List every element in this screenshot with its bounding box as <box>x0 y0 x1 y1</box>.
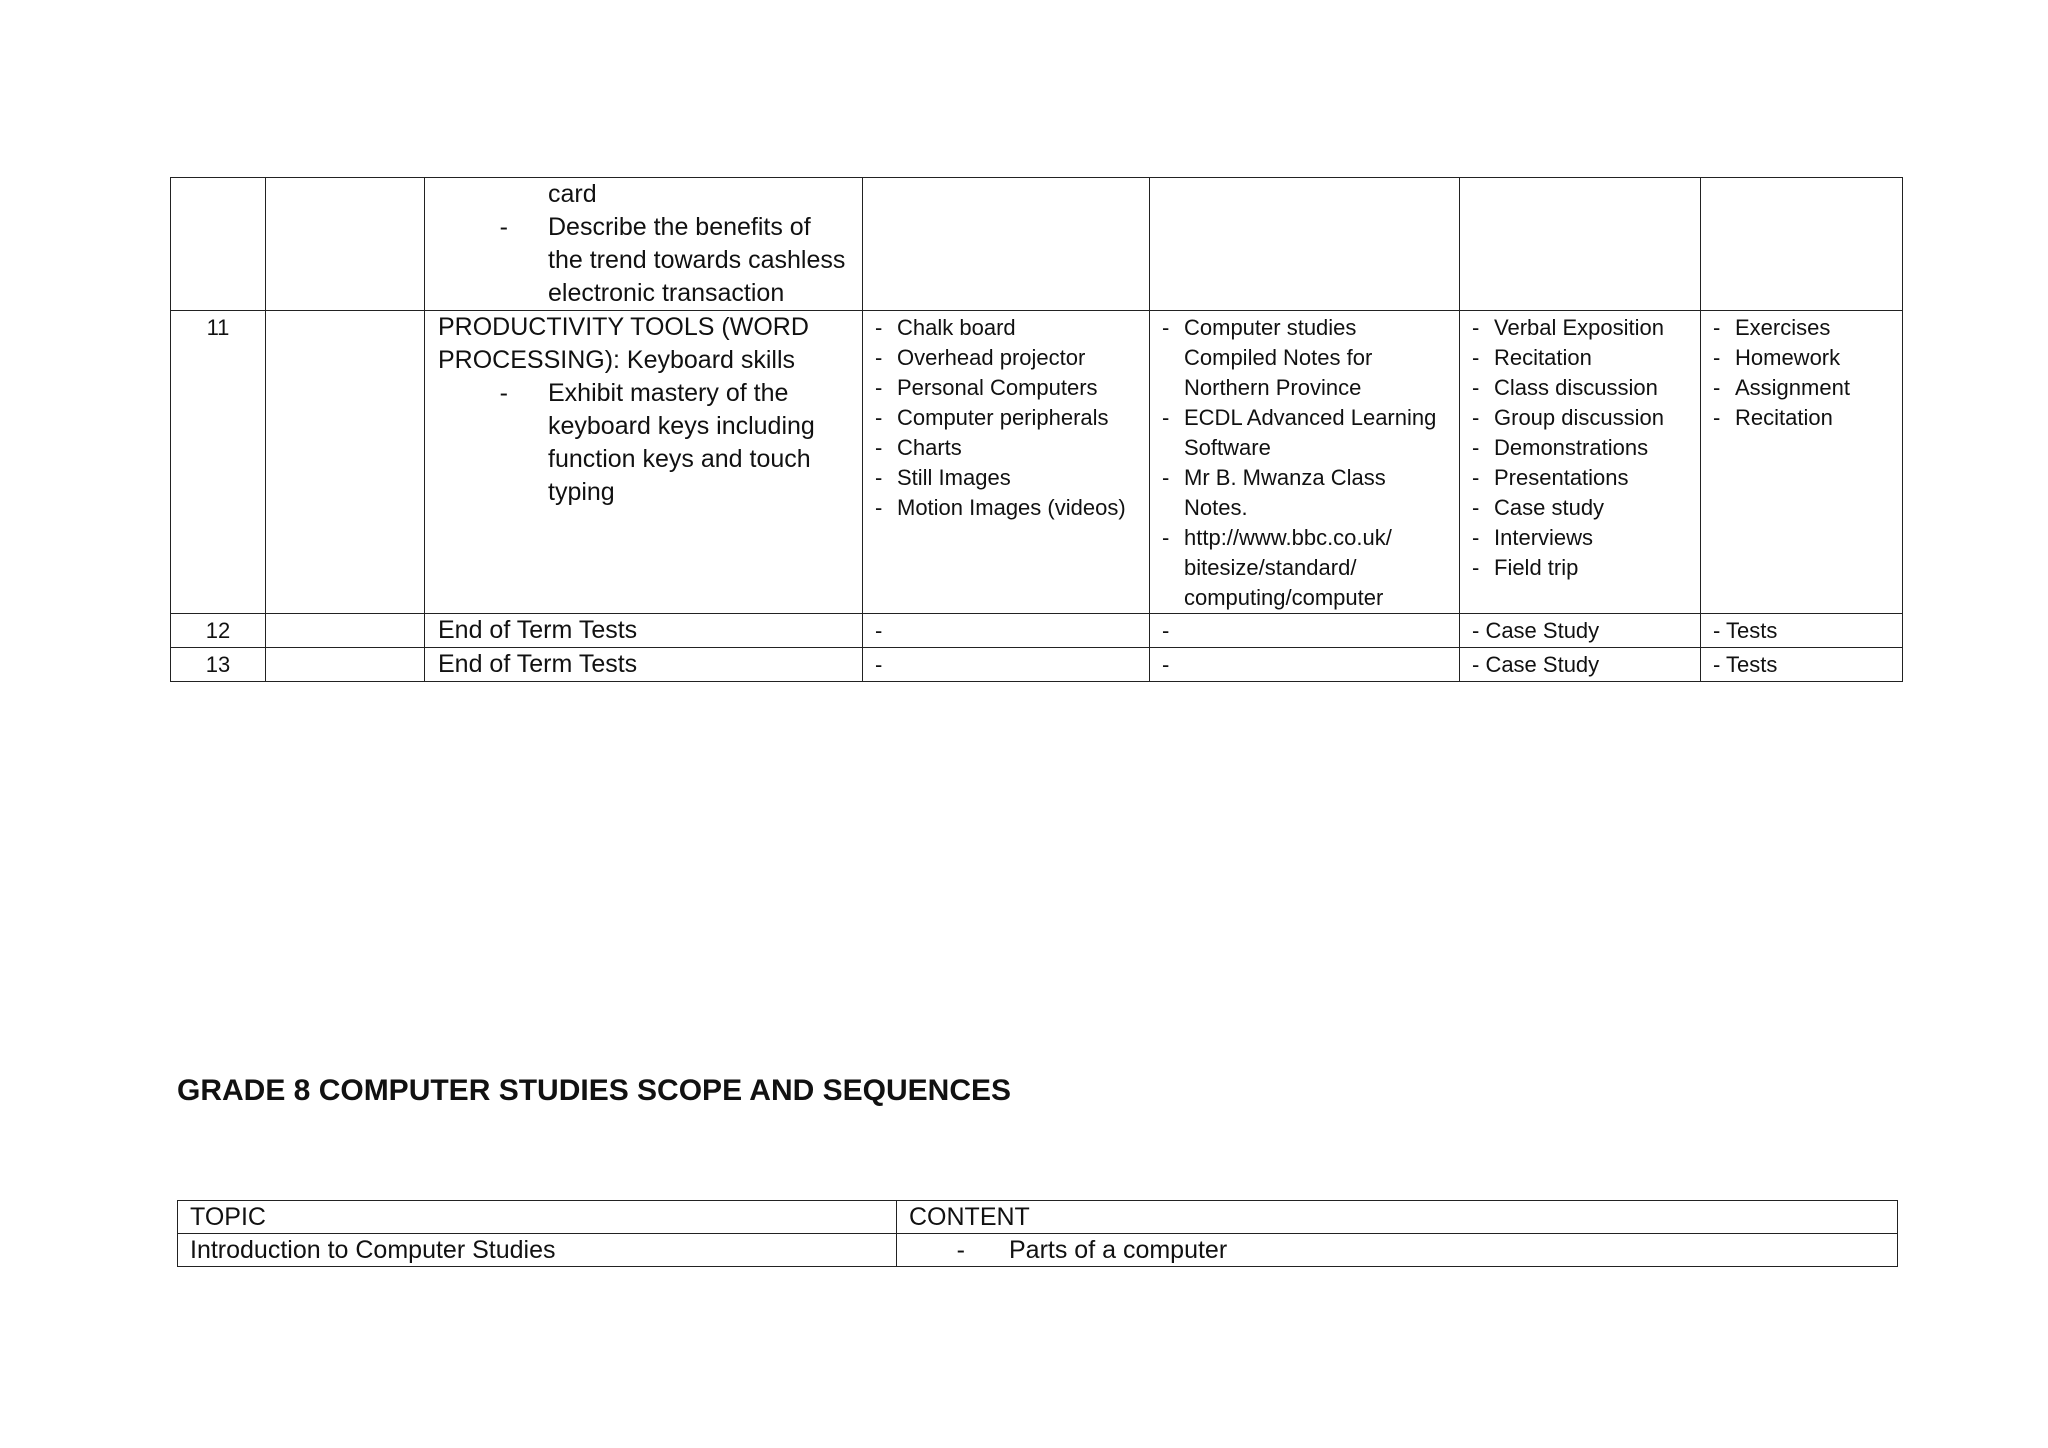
list-item <box>1713 373 1894 403</box>
list-item-text: Overhead projector <box>897 345 1086 370</box>
list-item-text: Homework <box>1735 345 1841 370</box>
list-item-text: Field trip <box>1494 555 1579 580</box>
references-cell: - <box>1150 614 1460 648</box>
bullet-dash: - <box>1162 465 1170 490</box>
list-item <box>1472 403 1692 433</box>
bullet-dash: - <box>1472 375 1480 400</box>
list-item <box>1713 343 1894 373</box>
table-row <box>171 178 1903 311</box>
scheme-of-work-table <box>170 177 1903 682</box>
topic-header: TOPIC <box>178 1201 897 1234</box>
list-item <box>1472 463 1692 493</box>
empty-cell <box>266 311 425 614</box>
bullet-dash: - <box>875 375 883 400</box>
objective-item <box>438 178 852 211</box>
bullet-dash: - <box>956 1236 965 1264</box>
list-item-text: Assignment <box>1735 375 1850 400</box>
list-item-text: Demonstrations <box>1494 435 1649 460</box>
bullet-dash: - <box>1472 405 1480 430</box>
list-item <box>1472 313 1692 343</box>
bullet-dash: - <box>1472 315 1480 340</box>
objective-item <box>438 211 852 310</box>
list-item <box>1472 343 1692 373</box>
list-item-text: Verbal Exposition <box>1494 315 1664 340</box>
methods-cell: - Case Study <box>1460 614 1701 648</box>
week-cell: 13 <box>171 648 266 682</box>
assessment-cell <box>1701 311 1903 614</box>
list-item-text: Computer peripherals <box>897 405 1109 430</box>
bullet-dash: - <box>1472 495 1480 520</box>
list-item-text: Exercises <box>1735 315 1831 340</box>
list-item <box>1713 313 1894 343</box>
bullet-dash: - <box>1162 525 1170 550</box>
topic-text: End of Term Tests <box>438 650 638 678</box>
materials-cell: - <box>863 648 1150 682</box>
list-item <box>1162 313 1451 403</box>
bullet-dash: - <box>499 213 508 241</box>
references-cell-list <box>1150 311 1459 613</box>
assessment-cell-list <box>1701 311 1902 433</box>
list-item-text: Interviews <box>1494 525 1594 550</box>
scope-row <box>178 1234 1898 1267</box>
list-item-text: Charts <box>897 435 962 460</box>
list-item-text: Recitation <box>1494 345 1592 370</box>
list-item-text: Group discussion <box>1494 405 1664 430</box>
list-item <box>1162 403 1451 463</box>
list-item-text: Recitation <box>1735 405 1833 430</box>
bullet-dash: - <box>1162 315 1170 340</box>
content-item <box>909 1234 1885 1266</box>
list-item <box>1472 373 1692 403</box>
bullet-dash: - <box>1472 345 1480 370</box>
bullet-dash: - <box>875 495 883 520</box>
list-item-text: Case study <box>1494 495 1605 520</box>
objective-text: Describe the benefits of the trend towards cashless electronic transaction <box>548 213 846 307</box>
scope-topic-cell: Introduction to Computer Studies <box>178 1234 897 1267</box>
scope-content-cell <box>897 1234 1898 1267</box>
content-text: Parts of a computer <box>1009 1236 1228 1264</box>
assessment-cell-list <box>1701 178 1902 180</box>
references-cell <box>1150 178 1460 311</box>
bullet-dash: - <box>1472 525 1480 550</box>
references-cell: - <box>1150 648 1460 682</box>
list-item <box>1713 403 1894 433</box>
list-item <box>1472 553 1692 583</box>
list-item <box>875 343 1141 373</box>
objective-text: card <box>548 180 597 208</box>
bullet-dash: - <box>1713 315 1721 340</box>
list-item-text: Mr B. Mwanza Class Notes. <box>1184 465 1386 520</box>
assessment-cell: - Tests <box>1701 648 1903 682</box>
list-item-text: Class discussion <box>1494 375 1658 400</box>
objective-item <box>438 377 852 509</box>
empty-cell <box>266 648 425 682</box>
bullet-dash: - <box>1472 465 1480 490</box>
week-cell: 11 <box>171 311 266 614</box>
list-item <box>875 493 1141 523</box>
bullet-dash: - <box>875 345 883 370</box>
list-item <box>875 463 1141 493</box>
bullet-dash: - <box>1472 555 1480 580</box>
table-row <box>171 614 1903 648</box>
bullet-dash: - <box>1713 345 1721 370</box>
assessment-cell: - Tests <box>1701 614 1903 648</box>
list-item <box>1162 463 1451 523</box>
empty-cell <box>266 614 425 648</box>
materials-cell <box>863 178 1150 311</box>
bullet-dash: - <box>875 465 883 490</box>
list-item <box>875 313 1141 343</box>
bullet-dash: - <box>875 405 883 430</box>
list-item <box>875 373 1141 403</box>
materials-cell <box>863 311 1150 614</box>
table-row <box>171 648 1903 682</box>
week-cell: 12 <box>171 614 266 648</box>
bullet-dash: - <box>1162 405 1170 430</box>
list-item-text: Motion Images (videos) <box>897 495 1126 520</box>
table-row <box>171 311 1903 614</box>
topic-cell <box>425 311 863 614</box>
references-cell <box>1150 311 1460 614</box>
section-heading: GRADE 8 COMPUTER STUDIES SCOPE AND SEQUENCES <box>177 1074 1012 1107</box>
bullet-dash: - <box>499 379 508 407</box>
topic-cell <box>425 648 863 682</box>
scope-table <box>177 1200 1898 1267</box>
list-item <box>1162 523 1451 613</box>
list-item-text: Still Images <box>897 465 1011 490</box>
topic-line: PROCESSING): Keyboard skills <box>438 346 796 374</box>
empty-cell <box>266 178 425 311</box>
bullet-dash: - <box>1713 375 1721 400</box>
topic-text: End of Term Tests <box>438 616 638 644</box>
list-item-text: Personal Computers <box>897 375 1098 400</box>
references-cell-list <box>1150 178 1459 180</box>
scope-header-row <box>178 1201 1898 1234</box>
assessment-cell <box>1701 178 1903 311</box>
list-item <box>875 403 1141 433</box>
topic-cell <box>425 614 863 648</box>
bullet-dash <box>438 178 548 211</box>
list-item-text: Chalk board <box>897 315 1016 340</box>
bullet-dash: - <box>875 315 883 340</box>
bullet-dash: - <box>1472 435 1480 460</box>
materials-cell: - <box>863 614 1150 648</box>
list-item-text: Computer studies Compiled Notes for Northern Province <box>1184 315 1373 400</box>
list-item <box>1472 523 1692 553</box>
list-item-text: http://www.bbc.co.uk/ bitesize/standard/ computing/computer <box>1184 525 1392 610</box>
list-item-text: ECDL Advanced Learning Software <box>1184 405 1437 460</box>
methods-cell-list <box>1460 311 1700 583</box>
topic-line: PRODUCTIVITY TOOLS (WORD <box>438 313 809 341</box>
bullet-dash: - <box>875 435 883 460</box>
objective-text: Exhibit mastery of the keyboard keys including function keys and touch typing <box>548 379 815 506</box>
materials-cell-list <box>863 311 1149 523</box>
methods-cell: - Case Study <box>1460 648 1701 682</box>
materials-cell-list <box>863 178 1149 180</box>
content-header: CONTENT <box>897 1201 1898 1234</box>
list-item <box>1472 433 1692 463</box>
week-cell <box>171 178 266 311</box>
methods-cell <box>1460 311 1701 614</box>
methods-cell-list <box>1460 178 1700 180</box>
topic-cell <box>425 178 863 311</box>
list-item-text: Presentations <box>1494 465 1629 490</box>
list-item <box>1472 493 1692 523</box>
bullet-dash: - <box>1713 405 1721 430</box>
list-item <box>875 433 1141 463</box>
methods-cell <box>1460 178 1701 311</box>
